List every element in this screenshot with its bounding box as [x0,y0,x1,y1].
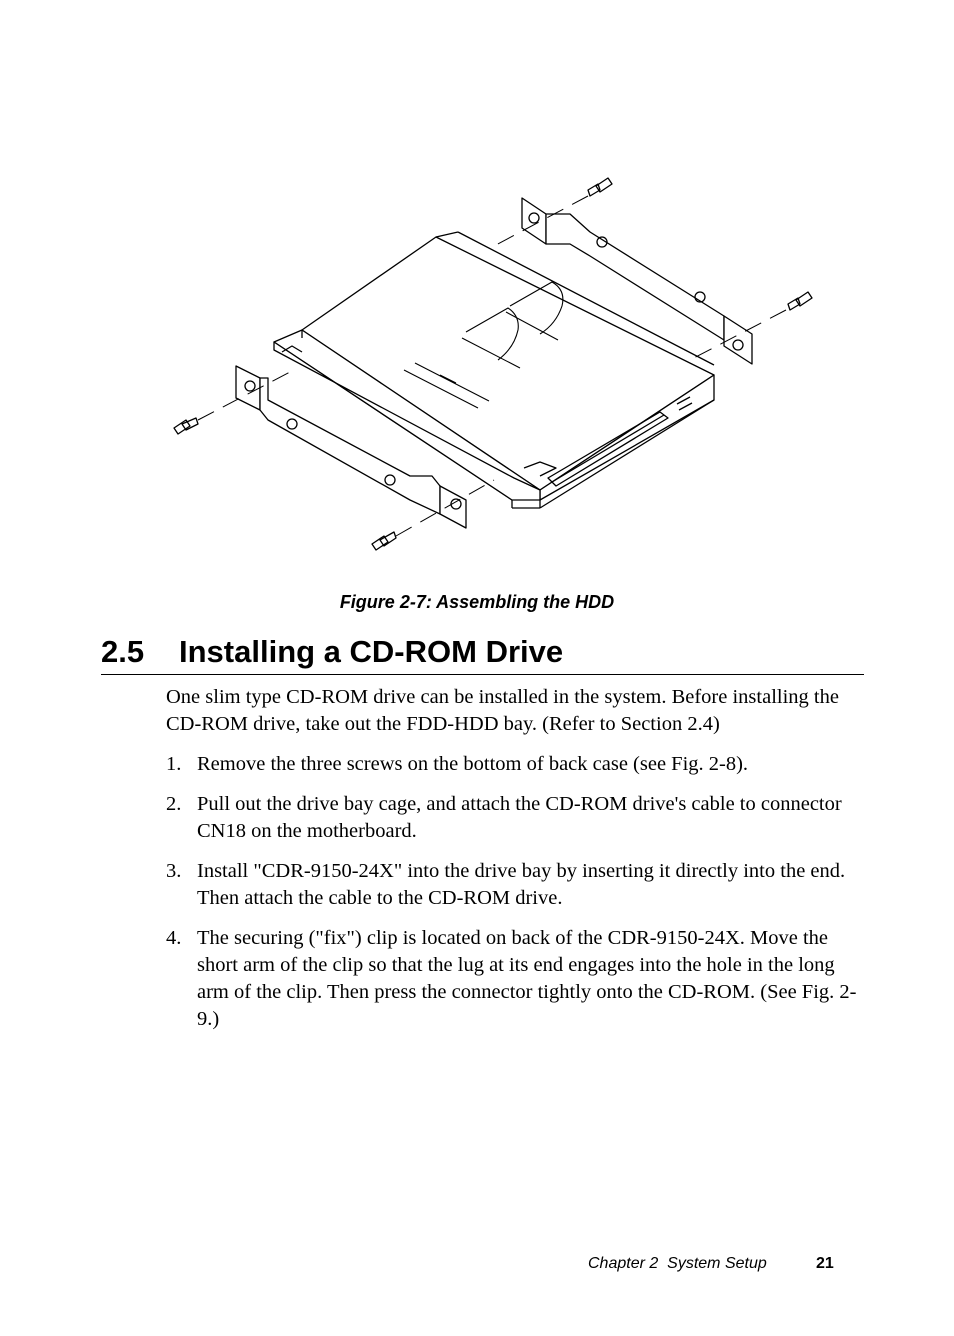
installation-steps [166,751,866,1046]
screw-right [788,292,812,310]
section-title-text: Installing a CD-ROM Drive [179,634,564,669]
step-number: 2. [166,793,182,815]
step-number: 4. [166,927,182,949]
step-number: 1. [166,753,182,775]
footer-chapter: Chapter 2 System Setup [588,1255,767,1272]
section-number: 2.5 [101,634,145,669]
step-text: Pull out the drive bay cage, and attach the CD-ROM drive's cable to connector CN18 on the motherboard. [197,793,842,842]
step-item [166,791,866,845]
footer-page-number: 21 [816,1255,834,1272]
step-number: 3. [166,860,182,882]
step-text: The securing ("fix") clip is located on back of the CDR-9150-24X. Move the short arm of the clip so that the lug at its end engages into the hole in the long arm of the clip. Then press the connector tightly onto the CD-ROM. (See Fig. 2-9.) [197,927,857,1030]
screw-left [174,418,198,434]
hdd-assembly-figure [160,160,820,570]
step-item [166,925,866,1033]
step-text: Remove the three screws on the bottom of back case (see Fig. 2-8). [197,753,749,775]
step-item [166,751,866,778]
step-text: Install "CDR-9150-24X" into the drive bay by inserting it directly into the end. Then attach the cable to the CD-ROM drive. [197,860,846,909]
screw-top-right [588,178,612,196]
section-heading [101,630,864,675]
screw-bottom [372,532,396,550]
step-item [166,858,866,912]
intro-paragraph: One slim type CD-ROM drive can be installed in the system. Before installing the CD-ROM drive, take out the FDD-HDD bay. (Refer to Section 2.4) [166,686,839,735]
figure-caption: Figure 2-7: Assembling the HDD [339,592,615,612]
